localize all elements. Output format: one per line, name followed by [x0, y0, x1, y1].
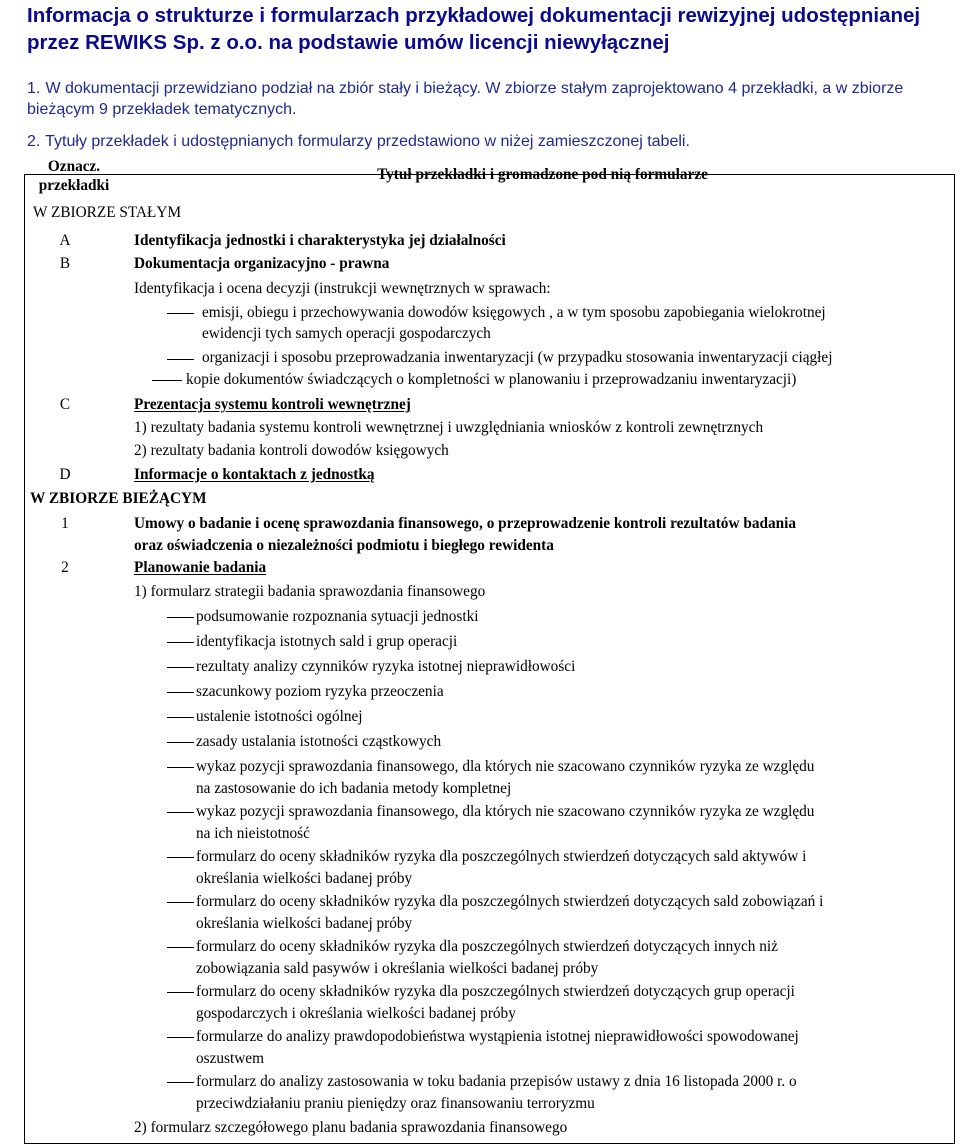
planning-item-9-line-2: określania wielkości badanej próby	[196, 870, 413, 887]
dash-bullet	[167, 902, 194, 903]
row-a-title: Identyfikacja jednostki i charakterystyka jej działalności	[134, 232, 506, 249]
planning-item-5: ustalenie istotności ogólnej	[196, 708, 363, 725]
dash-bullet	[167, 857, 194, 858]
planning-item-8-line-2: na ich nieistotność	[196, 825, 310, 842]
dash-bullet	[167, 947, 194, 948]
row-1-title-line-1: Umowy o badanie i ocenę sprawozdania finansowego, o przeprowadzenie kontroli rezultatów badania	[134, 515, 797, 532]
dash-bullet	[167, 359, 194, 360]
planning-item-14-line-1: formularz do analizy zastosowania w toku badania przepisów ustawy z dnia 16 listopada 2000 r. o	[196, 1073, 797, 1090]
col-header-code-1: Oznacz.	[47, 158, 101, 175]
planning-item-10-line-2: określania wielkości badanej próby	[196, 915, 413, 932]
row-b-item-1-line-1: emisji, obiegu i przechowywania dowodów księgowych , a w tym sposobu zapobiegania wielokrotnej	[202, 304, 826, 321]
dash-bullet	[167, 767, 194, 768]
planning-item-14-line-2: przeciwdziałaniu praniu pieniędzy oraz finansowaniu terroryzmu	[196, 1095, 595, 1112]
dash-bullet	[152, 380, 182, 381]
planning-item-13-line-1: formularze do analizy prawdopodobieństwa wystąpienia istotnej nieprawidłowości spowodowanej	[196, 1028, 799, 1045]
dash-bullet	[167, 617, 194, 618]
dash-bullet	[167, 1082, 194, 1083]
section-stable-heading: W ZBIORZE STAŁYM	[33, 204, 182, 221]
row-2-sub-2: 2) formularz szczegółowego planu badania sprawozdania finansowego	[134, 1119, 568, 1136]
planning-item-1: podsumowanie rozpoznania sytuacji jednostki	[196, 608, 479, 625]
planning-item-3: rezultaty analizy czynników ryzyka istotnej nieprawidłowości	[196, 658, 576, 675]
row-b-subtitle: Identyfikacja i ocena decyzji (instrukcji wewnętrznych w sprawach:	[134, 280, 551, 297]
planning-item-11-line-1: formularz do oceny składników ryzyka dla poszczególnych stwierdzeń dotyczących innych niż	[196, 938, 778, 955]
dash-bullet	[167, 717, 194, 718]
planning-item-13-line-2: oszustwem	[196, 1050, 264, 1067]
planning-item-10-line-1: formularz do oceny składników ryzyka dla poszczególnych stwierdzeń dotyczących sald zobowiązań i	[196, 893, 824, 910]
row-1-code: 1	[61, 515, 69, 532]
col-header-title: Tytuł przekładki i gromadzone pod nią formularze	[377, 166, 708, 183]
planning-item-12-line-1: formularz do oceny składników ryzyka dla poszczególnych stwierdzeń dotyczących grup operacji	[196, 983, 795, 1000]
dash-bullet	[167, 313, 194, 314]
row-2-title: Planowanie badania	[134, 559, 267, 576]
dash-bullet	[167, 742, 194, 743]
planning-item-6: zasady ustalania istotności cząstkowych	[196, 733, 442, 750]
planning-item-7-line-1: wykaz pozycji sprawozdania finansowego, dla których nie szacowano czynników ryzyka ze względu	[196, 758, 815, 775]
dash-bullet	[167, 692, 194, 693]
col-header-code-2: przekładki	[38, 177, 110, 194]
row-2-code: 2	[61, 559, 69, 576]
dash-bullet	[167, 1037, 194, 1038]
dash-bullet	[167, 667, 194, 668]
row-d-code: D	[59, 466, 71, 483]
row-c-item-1: 1) rezultaty badania systemu kontroli wewnętrznej i uwzględniania wniosków z kontroli zewnętrznych	[134, 419, 764, 436]
planning-item-2: identyfikacja istotnych sald i grup operacji	[196, 633, 458, 650]
intro-point-2	[27, 131, 952, 152]
row-a-code: A	[59, 232, 71, 249]
row-1-title-line-2: oraz oświadczenia o niezależności podmiotu i biegłego rewidenta	[134, 537, 554, 554]
planning-item-7-line-2: na zastosowanie do ich badania metody kompletnej	[196, 780, 512, 797]
planning-item-11-line-2: zobowiązania sald pasywów i określania wielkości badanej próby	[196, 960, 599, 977]
dash-bullet	[167, 992, 194, 993]
row-b-item-2-line-1: organizacji i sposobu przeprowadzania inwentaryzacji (w przypadku stosowania inwentaryzacji ciągłej	[202, 349, 833, 366]
planning-item-8-line-1: wykaz pozycji sprawozdania finansowego, dla których nie szacowano czynników ryzyka ze względu	[196, 803, 815, 820]
row-b-title: Dokumentacja organizacyjno - prawna	[134, 255, 390, 272]
row-b-item-1-line-2: ewidencji tych samych operacji gospodarczych	[202, 325, 491, 342]
intro-number: 1.	[27, 80, 41, 97]
intro-text: W dokumentacji przewidziano podział na zbiór stały i bieżący. W zbiorze stałym zaprojektowano 4 przekładki, a w zbiorze bieżącym 9 przekładek tematycznych.	[27, 80, 904, 118]
row-b-item-2-line-2: kopie dokumentów świadczących o kompletności w planowaniu i przeprowadzaniu inwentaryzacji)	[186, 371, 797, 388]
row-c-item-2: 2) rezultaty badania kontroli dowodów księgowych	[134, 442, 449, 459]
row-c-title: Prezentacja systemu kontroli wewnętrznej	[134, 396, 411, 413]
row-c-code: C	[59, 396, 71, 413]
intro-point-1	[27, 78, 952, 120]
dash-bullet	[167, 812, 194, 813]
row-2-sub-1: 1) formularz strategii badania sprawozdania finansowego	[134, 583, 486, 600]
section-current-heading: W ZBIORZE BIEŻĄCYM	[30, 490, 207, 507]
dash-bullet	[167, 642, 194, 643]
planning-item-9-line-1: formularz do oceny składników ryzyka dla poszczególnych stwierdzeń dotyczących sald aktywów i	[196, 848, 807, 865]
intro-number: 2.	[27, 133, 41, 150]
intro-text: Tytuły przekładek i udostępnianych formularzy przedstawiono w niżej zamieszczonej tabeli.	[45, 133, 690, 150]
document-title: Informacja o strukturze i formularzach przykładowej dokumentacji rewizyjnej udostępnianej przez REWIKS Sp. z o.o. na podstawie umów licencji niewyłącznej	[27, 4, 921, 54]
planning-item-12-line-2: gospodarczych i określania wielkości badanej próby	[196, 1005, 516, 1022]
row-d-title: Informacje o kontaktach z jednostką	[134, 466, 375, 483]
planning-item-4: szacunkowy poziom ryzyka przeoczenia	[196, 683, 444, 700]
row-b-code: B	[59, 255, 71, 272]
